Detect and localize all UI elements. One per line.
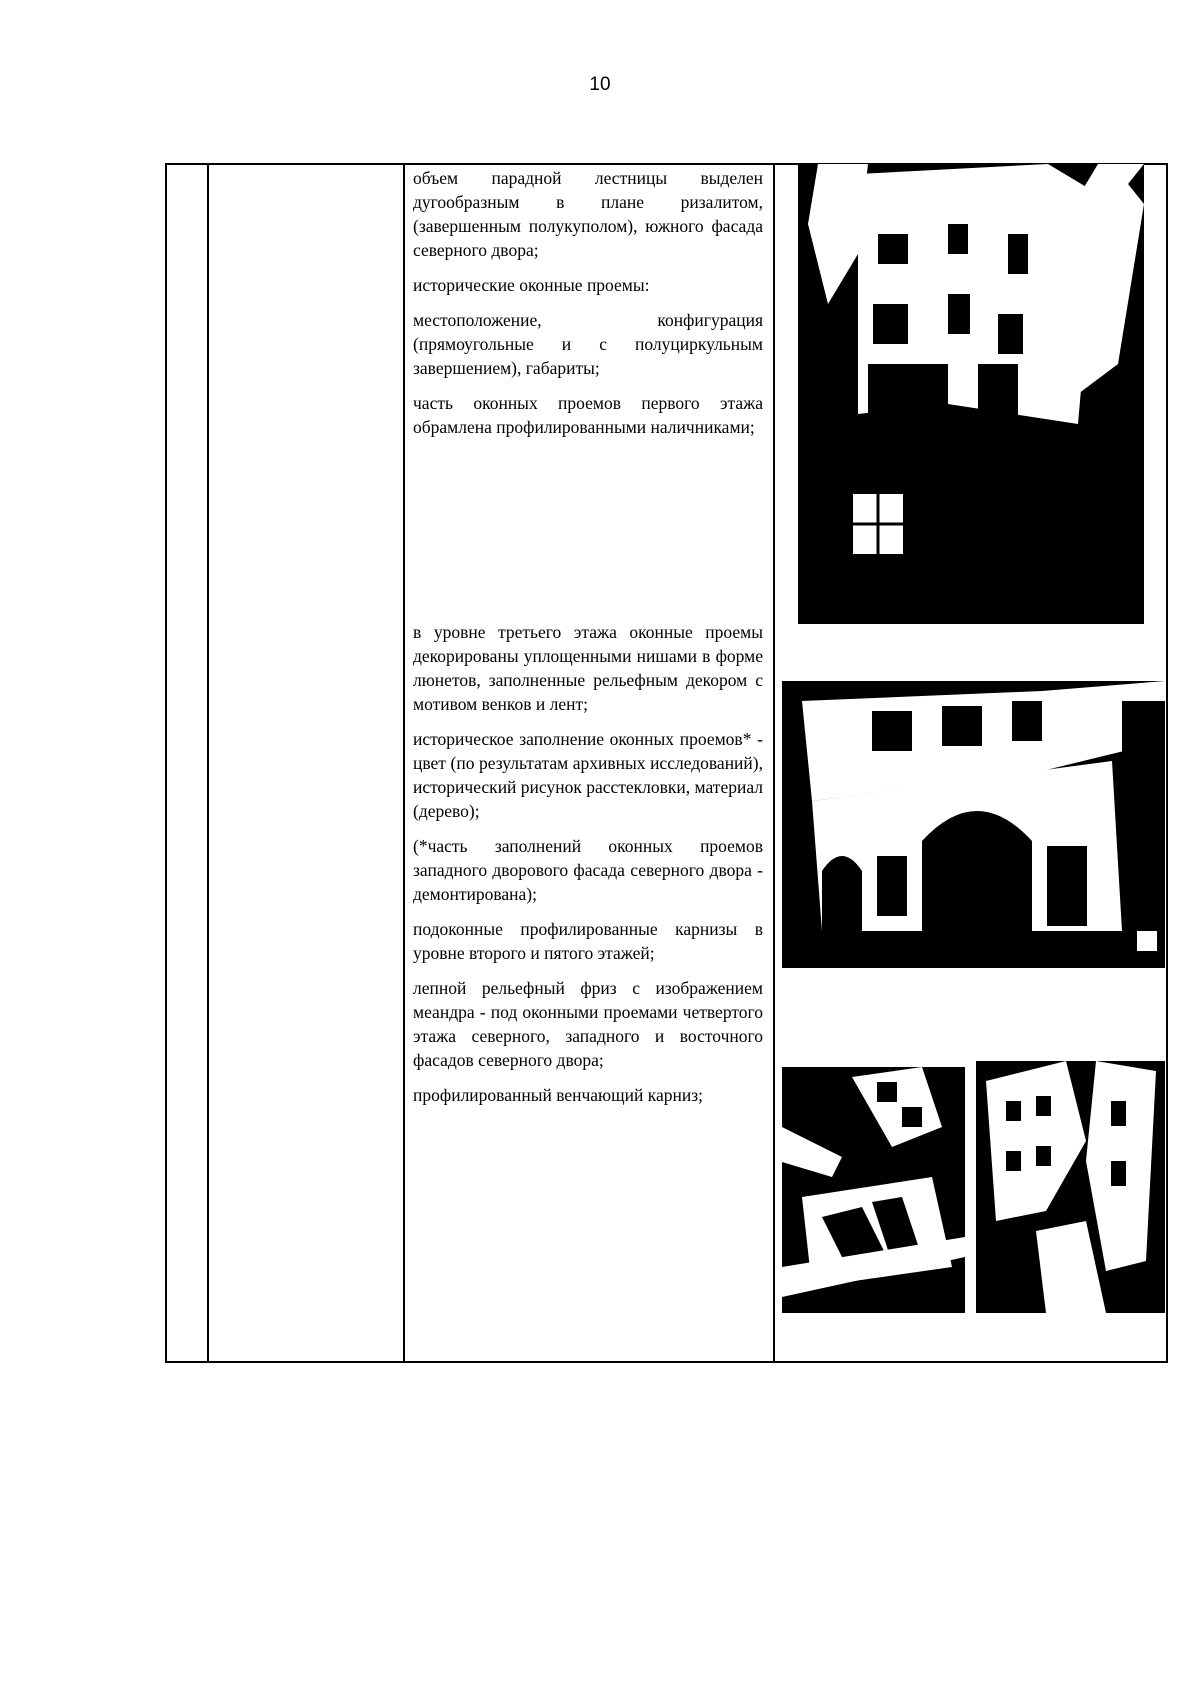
protected-elements-text (413, 166, 763, 1107)
paragraph: в уровне третьего этажа оконные проемы декорированы уплощенными нишами в форме люнетов, заполненные рельефным декором с мотивом венков и лент; (413, 622, 763, 714)
table-column-divider (403, 165, 405, 1361)
paragraph: часть оконных проемов первого этажа обрамлена профилированными наличниками; (413, 393, 763, 437)
paragraph: профилированный венчающий карниз; (413, 1085, 703, 1105)
table-column-divider (207, 165, 209, 1361)
paragraph: исторические оконные проемы: (413, 275, 650, 295)
paragraph: местоположение, конфигурация (прямоугольные и с полуциркульным завершением), габариты; (413, 310, 763, 378)
page-number: 10 (589, 74, 611, 95)
paragraph: историческое заполнение оконных проемов* - цвет (по результатам архивных исследований), исторический рисунок расстекловки, материал (дерево); (413, 729, 763, 821)
paragraph: (*часть заполнений оконных проемов западного дворового фасада северного двора - демонтирована); (413, 836, 763, 904)
arched-facade-photo (782, 681, 1165, 968)
paragraph: подоконные профилированные карнизы в уровне второго и пятого этажей; (413, 919, 763, 963)
courtyard-view-right-photo (976, 1061, 1165, 1313)
paragraph: лепной рельефный фриз с изображением меандра - под оконными проемами четвертого этажа северного, западного и восточного фасадов северного двора; (413, 978, 763, 1070)
table-column-divider (773, 165, 775, 1361)
courtyard-facade-photo (798, 164, 1144, 624)
paragraph: объем парадной лестницы выделен дугообразным в плане ризалитом, (завершенным полукуполом), южного фасада северного двора; (413, 168, 763, 260)
courtyard-view-left-photo (782, 1067, 965, 1313)
